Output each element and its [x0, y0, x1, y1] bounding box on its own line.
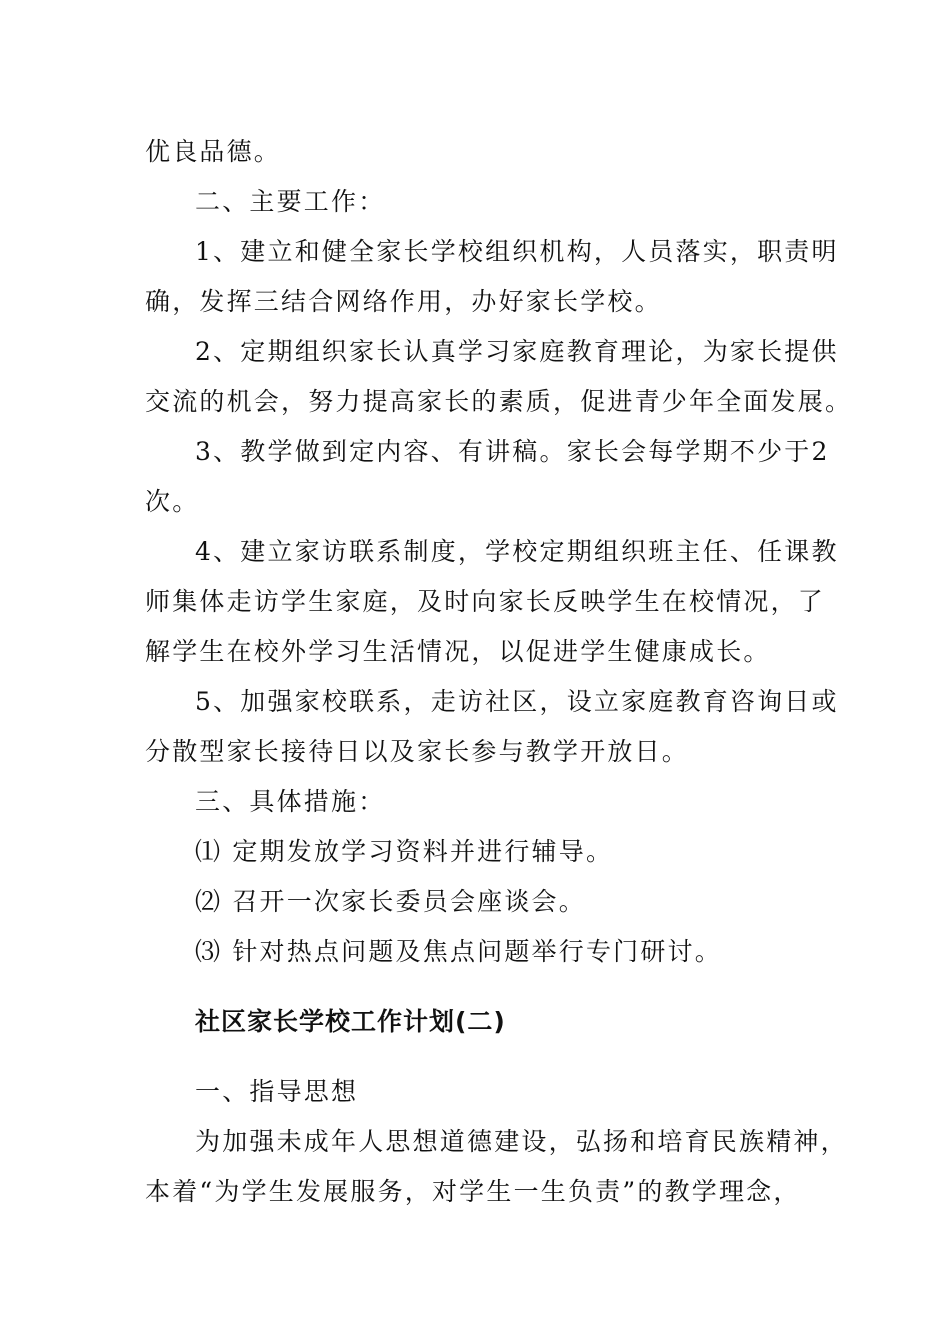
list-item-2-line-1: 2、定期组织家长认真学习家庭教育理论，为家长提供: [195, 337, 839, 366]
list-item-1-line-2: 确，发挥三结合网络作用，办好家长学校。: [145, 287, 662, 316]
list-item-3-line-2: 次。: [145, 487, 200, 516]
list-item-5-line-2: 分散型家长接待日以及家长参与教学开放日。: [145, 737, 690, 766]
list-item-4-line-3: 解学生在校外学习生活情况，以促进学生健康成长。: [145, 637, 771, 666]
paragraph-line: 优良品德。: [145, 137, 282, 166]
section-heading-guiding-thought: 一、指导思想: [195, 1077, 359, 1106]
section-title: 社区家长学校工作计划(二): [195, 1007, 506, 1036]
measure-item-1: ⑴ 定期发放学习资料并进行辅导。: [195, 837, 614, 866]
list-item-2-line-2: 交流的机会，努力提高家长的素质，促进青少年全面发展。: [145, 387, 853, 416]
section-heading-measures: 三、具体措施：: [195, 787, 386, 816]
list-item-1-line-1: 1、建立和健全家长学校组织机构，人员落实，职责明: [195, 237, 839, 266]
measure-item-2: ⑵ 召开一次家长委员会座谈会。: [195, 887, 586, 916]
section-heading-main-work: 二、主要工作：: [195, 187, 386, 216]
paragraph-line: 为加强未成年人思想道德建设，弘扬和培育民族精神，: [195, 1127, 848, 1156]
list-item-3-line-1: 3、教学做到定内容、有讲稿。家长会每学期不少于2: [195, 437, 830, 466]
paragraph-line: 本着“为学生发展服务，对学生一生负责”的教学理念，: [145, 1177, 801, 1206]
measure-item-3: ⑶ 针对热点问题及焦点问题举行专门研讨。: [195, 937, 722, 966]
list-item-4-line-1: 4、建立家访联系制度，学校定期组织班主任、任课教: [195, 537, 839, 566]
list-item-4-line-2: 师集体走访学生家庭，及时向家长反映学生在校情况，了: [145, 587, 826, 616]
list-item-5-line-1: 5、加强家校联系，走访社区，设立家庭教育咨询日或: [195, 687, 839, 716]
